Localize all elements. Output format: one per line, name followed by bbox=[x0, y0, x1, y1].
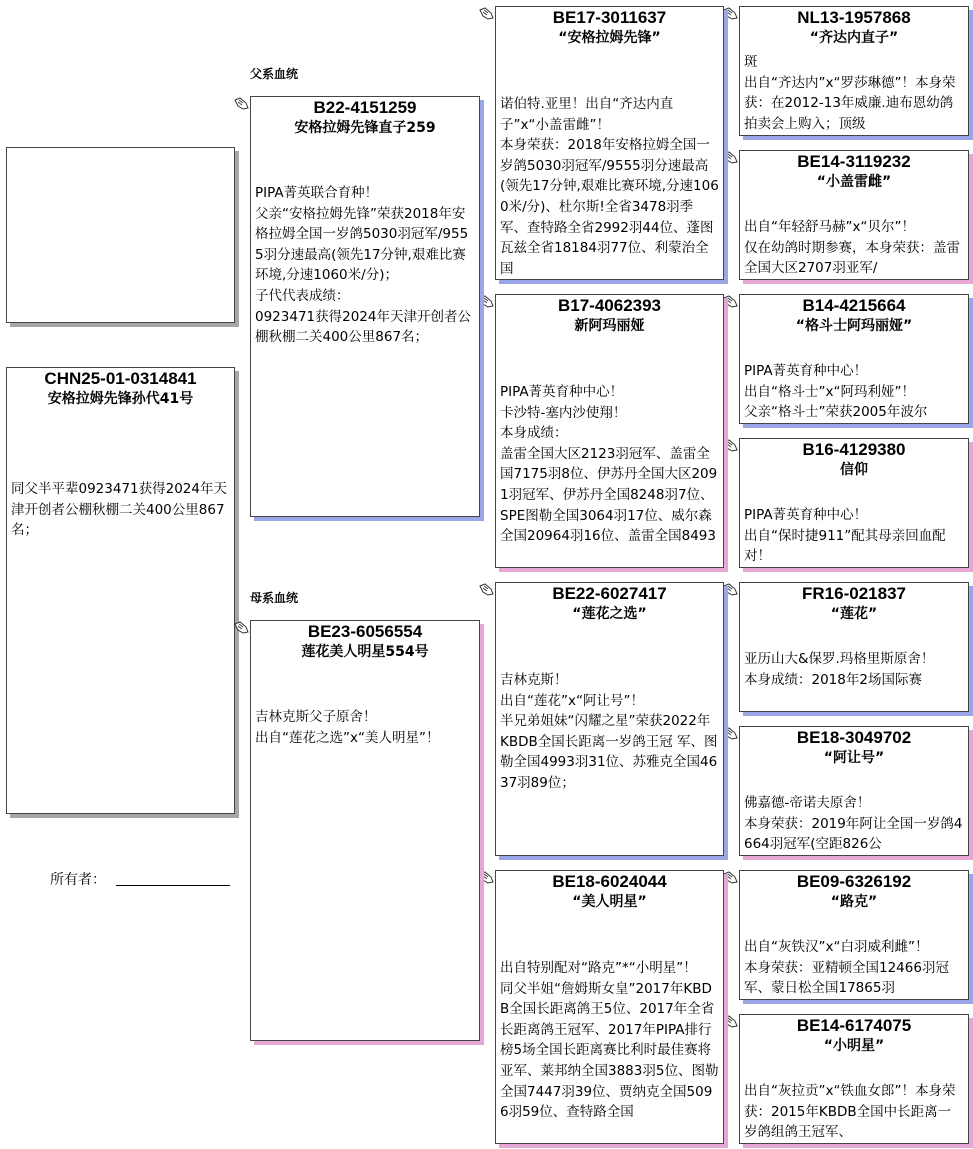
subject-card bbox=[6, 367, 235, 814]
pigeon-name: “安格拉姆先锋” bbox=[558, 30, 661, 46]
sds-card[interactable] bbox=[739, 294, 969, 424]
pointing-hand-icon bbox=[479, 295, 494, 308]
pigeon-name: 信仰 bbox=[840, 462, 868, 478]
ssd-card[interactable] bbox=[739, 150, 969, 280]
pointing-hand-icon bbox=[723, 727, 738, 740]
pigeon-notes: 出自“灰拉贡”x“铁血女郎”！本身荣获：2015年KBDB全国中长距离一岁鸽组鸽王冠军、 bbox=[744, 1083, 956, 1141]
pointing-hand-icon bbox=[723, 295, 738, 308]
pointing-hand-icon bbox=[479, 583, 494, 596]
pigeon-notes: 出自“年轻舒马赫”x“贝尔”！ 仅在幼鸽时期参赛，本身荣获：盖雷全国大区2707羽亚军/ bbox=[744, 219, 960, 277]
pigeon-name: “齐达内直子” bbox=[809, 30, 899, 46]
pigeon-name: “小明星” bbox=[823, 1038, 885, 1054]
pointing-hand-icon bbox=[723, 439, 738, 452]
pointing-hand-icon bbox=[479, 7, 494, 20]
ring-number: B16-4129380 bbox=[802, 440, 906, 459]
dds-card[interactable] bbox=[739, 870, 969, 1000]
ring-number: BE14-6174075 bbox=[796, 1016, 912, 1035]
ring-number: CHN25-01-0314841 bbox=[44, 369, 197, 388]
pigeon-name: “美人明星” bbox=[572, 894, 647, 910]
ring-number: NL13-1957868 bbox=[797, 8, 911, 27]
pigeon-name: 安格拉姆先锋孙代41号 bbox=[47, 391, 194, 407]
sire-dam-card[interactable] bbox=[495, 294, 724, 568]
pigeon-name: 新阿玛丽娅 bbox=[574, 318, 645, 334]
pigeon-notes: 同父半平辈0923471获得2024年天津开创者公棚秋棚二关400公里867名； bbox=[11, 481, 227, 539]
pigeon-notes: 吉林克斯父子原舍！ 出自“莲花之选”x“美人明星”！ bbox=[255, 709, 440, 746]
owner-label: 所有者： bbox=[50, 872, 106, 888]
ring-number: B17-4062393 bbox=[557, 296, 662, 315]
pointing-hand-icon bbox=[234, 97, 249, 110]
pigeon-name: “格斗士阿玛丽娅” bbox=[795, 318, 913, 334]
pointing-hand-icon bbox=[723, 871, 738, 884]
pigeon-notes: 佛嘉德-帝诺夫原舍！ 本身荣获：2019年阿让全国一岁鸽4664羽冠军(空距826公 bbox=[744, 795, 963, 853]
sdd-card[interactable] bbox=[739, 438, 969, 568]
pointing-hand-icon bbox=[723, 1015, 738, 1028]
sire-card[interactable] bbox=[250, 96, 480, 517]
ring-number: B14-4215664 bbox=[802, 296, 906, 315]
ring-number: BE09-6326192 bbox=[796, 872, 912, 891]
pigeon-notes: 出自“灰铁汉”x“白羽威利雌”！ 本身荣获：亚精顿全国12466羽冠军、蒙日松全国17865羽 bbox=[744, 939, 949, 997]
pigeon-notes: 诺伯特.亚里！出自“齐达内直子”x“小盖雷雌”！ 本身荣获：2018年安格拉姆全国一岁鸽5030羽冠军/9555羽分速最高(领先17分钟,艰难比赛环境,分速1060米/分)、杜尔斯!全省3478羽季军、查特路全省2992羽44位、蓬图瓦兹全省18184羽77位、利蒙治全国 bbox=[500, 96, 719, 277]
pigeon-notes: PIPA菁英育种中心！ 出自“保时捷911”配其母亲回血配对！ bbox=[744, 507, 946, 565]
pigeon-name: “路克” bbox=[830, 894, 878, 910]
pigeon-notes: PIPA菁英育种中心！ 卡沙特-塞内沙使翔！ 本身成绩： 盖雷全国大区2123羽冠军、盖雷全国7175羽8位、伊苏丹全国大区2091羽冠军、伊苏丹全国8248羽7位、SPE图勒全国3064羽17位、威尔森全国20964羽16位、盖雷全国8493 bbox=[500, 384, 718, 545]
ring-number: BE23-6056554 bbox=[307, 622, 423, 641]
pigeon-notes: PIPA菁英联合育种！ 父亲“安格拉姆先锋”荣获2018年安格拉姆全国一岁鸽5030羽冠军/9555羽分速最高(领先17分钟,艰难比赛环境,分速1060米/分)； 子代代表成绩： 0923471获得2024年天津开创者公棚秋棚二关400公里867名； bbox=[255, 185, 471, 346]
photo-box bbox=[6, 147, 235, 323]
pointing-hand-icon bbox=[234, 621, 249, 634]
dam-card[interactable] bbox=[250, 620, 480, 1041]
pointing-hand-icon bbox=[723, 151, 738, 164]
sire-line-label: 父系血统 bbox=[250, 67, 299, 81]
pigeon-name: “阿让号” bbox=[823, 750, 885, 766]
owner-line[interactable] bbox=[116, 885, 230, 886]
ring-number: BE18-3049702 bbox=[796, 728, 912, 747]
pigeon-name: 莲花美人明星554号 bbox=[301, 644, 429, 660]
ring-number: FR16-021837 bbox=[802, 584, 906, 603]
pigeon-name: 安格拉姆先锋直子259 bbox=[294, 120, 436, 136]
pigeon-notes: PIPA菁英育种中心！ 出自“格斗士”x“阿玛利娅”！ 父亲“格斗士”荣获2005年波尔 bbox=[744, 363, 928, 421]
ring-number: BE22-6027417 bbox=[552, 584, 667, 603]
pigeon-name: “小盖雷雌” bbox=[816, 174, 892, 190]
pigeon-notes: 亚历山大&保罗.玛格里斯原舍！ 本身成绩：2018年2场国际赛 bbox=[744, 651, 935, 688]
dsd-card[interactable] bbox=[739, 726, 969, 856]
pigeon-name: “莲花” bbox=[830, 606, 878, 622]
ring-number: B22-4151259 bbox=[313, 98, 417, 117]
dam-sire-card[interactable] bbox=[495, 582, 724, 856]
ddd-card[interactable] bbox=[739, 1014, 969, 1144]
ring-number: BE14-3119232 bbox=[797, 152, 911, 171]
pointing-hand-icon bbox=[479, 871, 494, 884]
pigeon-notes: 出自特别配对“路克”*“小明星”！ 同父半姐“詹姆斯女皇”2017年KBDB全国长距离鸽王5位、2017年全省长距离鸽王冠军、2017年PIPA排行榜5场全国长距离赛比利时最佳赛将亚军、莱邦纳全国3883羽5位、图勒全国7447羽39位、贾纳克全国5096羽59位、查特路全国 bbox=[500, 960, 719, 1121]
pigeon-name: “莲花之选” bbox=[572, 606, 647, 622]
pointing-hand-icon bbox=[723, 7, 738, 20]
pigeon-notes: 吉林克斯！ 出自“莲花”x“阿让号”！ 半兄弟姐妹“闪耀之星”荣获2022年KBDB全国长距离一岁鸽王冠 军、图勒全国4993羽31位、苏雅克全国4637羽89位； bbox=[500, 672, 718, 791]
sire-sire-card[interactable] bbox=[495, 6, 724, 280]
sss-card[interactable] bbox=[739, 6, 969, 136]
dam-line-label: 母系血统 bbox=[250, 591, 299, 605]
ring-number: BE17-3011637 bbox=[552, 8, 667, 27]
dss-card[interactable] bbox=[739, 582, 969, 712]
ring-number: BE18-6024044 bbox=[552, 872, 667, 891]
dam-dam-card[interactable] bbox=[495, 870, 724, 1144]
pigeon-notes: 斑 出自“齐达内”x“罗莎琳德”！本身荣获：在2012-13年威廉.迪布恩幼鸽拍卖会上购入；顶级 bbox=[744, 54, 956, 132]
pointing-hand-icon bbox=[723, 583, 738, 596]
